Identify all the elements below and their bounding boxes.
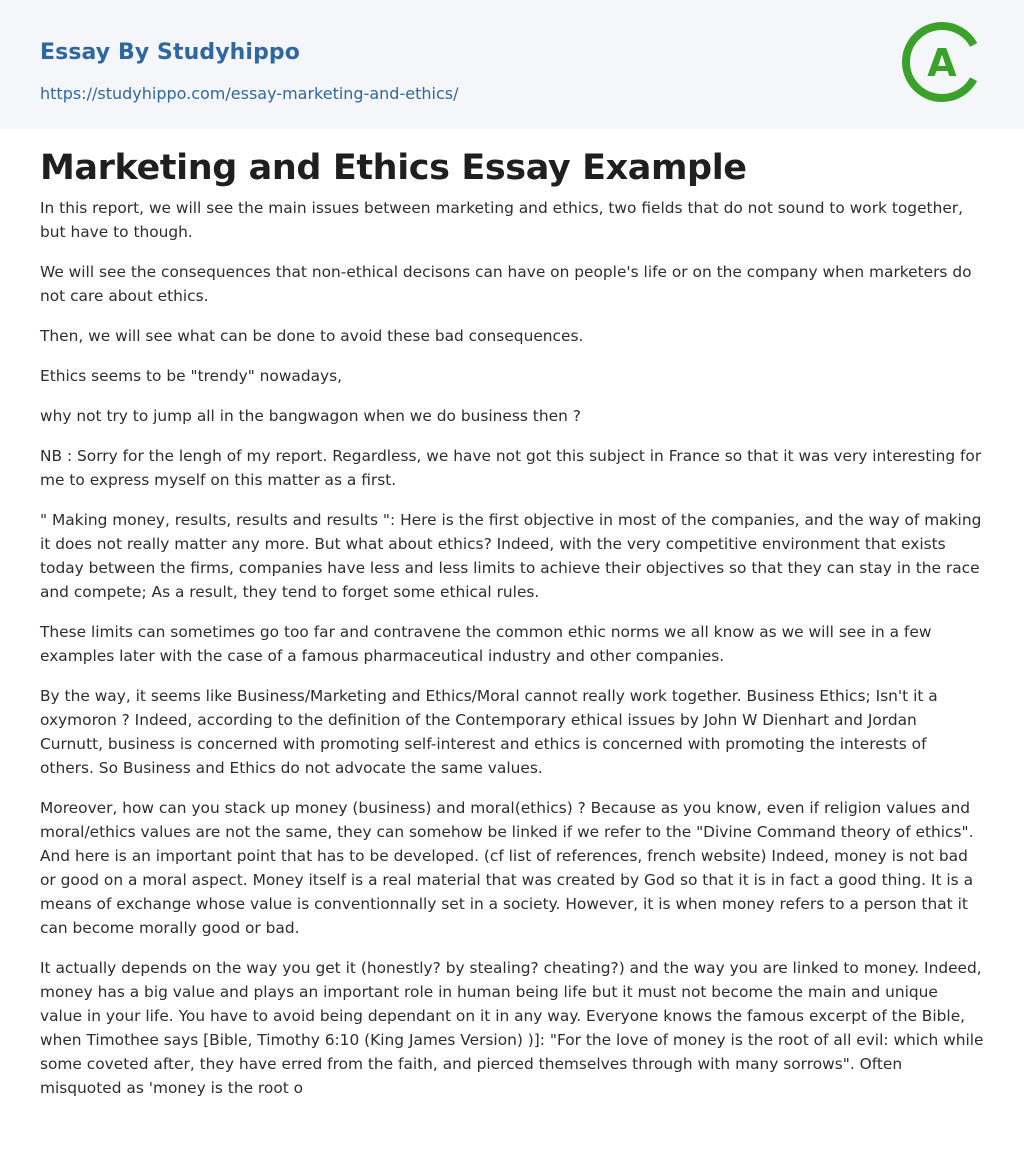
article-paragraph: It actually depends on the way you get it (honestly? by stealing? cheating?) and the way you are linked to money. Indeed, money has a big value and plays an important role in human being life but it must not become the main and unique value in your life. You have to avoid being dependant on it in any way. Everyone knows the famous excerpt of the Bible, when Timothee says [Bible, Timothy 6:10 (King James Version) )]: "For the love of money is the root of all evil: which while some coveted after, they have erred from the faith, and pierced themselves through with many sorrows". Often misquoted as 'money is the root o xyxy=(40,959,984,1097)
logo-letter: A xyxy=(927,41,957,85)
brand-title[interactable]: Essay By Studyhippo xyxy=(40,40,300,65)
article xyxy=(0,129,1024,1100)
article-paragraph: NB : Sorry for the lengh of my report. Regardless, we have not got this subject in France so that it was very interesting for me to express myself on this matter as a first. xyxy=(40,447,982,489)
site-header xyxy=(0,0,1024,129)
article-paragraph: " Making money, results, results and results ": Here is the first objective in most of the companies, and the way of making it does not really matter any more. But what about ethics? Indeed, with the very competitive environment that exists today between the firms, companies have less and less limits to achieve their objectives so that they can stay in the race and compete; As a result, they tend to forget some ethical rules. xyxy=(40,511,982,601)
page-title: Marketing and Ethics Essay Example xyxy=(40,148,747,188)
article-paragraph: We will see the consequences that non-ethical decisons can have on people's life or on the company when marketers do not care about ethics. xyxy=(40,263,972,305)
article-paragraph: In this report, we will see the main issues between marketing and ethics, two fields that do not sound to work together, but have to though. xyxy=(40,199,964,241)
article-paragraph: By the way, it seems like Business/Marketing and Ethics/Moral cannot really work together. Business Ethics; Isn't it a oxymoron ? Indeed, according to the definition of the Contemporary ethical issues by John W Dienhart and Jordan Curnutt, business is concerned with promoting self-interest and ethics is concerned with promoting the interests of others. So Business and Ethics do not advocate the same values. xyxy=(40,687,938,777)
article-url-link[interactable]: https://studyhippo.com/essay-marketing-and-ethics/ xyxy=(40,84,459,103)
article-body xyxy=(40,196,984,1100)
article-paragraph: Ethics seems to be "trendy" nowadays, xyxy=(40,367,343,385)
article-paragraph: Moreover, how can you stack up money (business) and moral(ethics) ? Because as you know, even if religion values and moral/ethics values are not the same, they can somehow be linked if we refer to the "Divine Command theory of ethics". And here is an important point that has to be developed. (cf list of references, french website) Indeed, money is not bad or good on a moral aspect. Money itself is a real material that was created by God so that it is in fact a good thing. It is a means of exchange whose value is conventionnally set in a society. However, it is when money refers to a person that it can become morally good or bad. xyxy=(40,799,974,937)
article-paragraph: Then, we will see what can be done to avoid these bad consequences. xyxy=(40,327,584,345)
studyhippo-logo[interactable] xyxy=(900,20,984,104)
article-paragraph: why not try to jump all in the bangwagon when we do business then ? xyxy=(40,407,581,425)
article-paragraph: These limits can sometimes go too far and contravene the common ethic norms we all know as we will see in a few examples later with the case of a famous pharmaceutical industry and other companies. xyxy=(40,623,932,665)
